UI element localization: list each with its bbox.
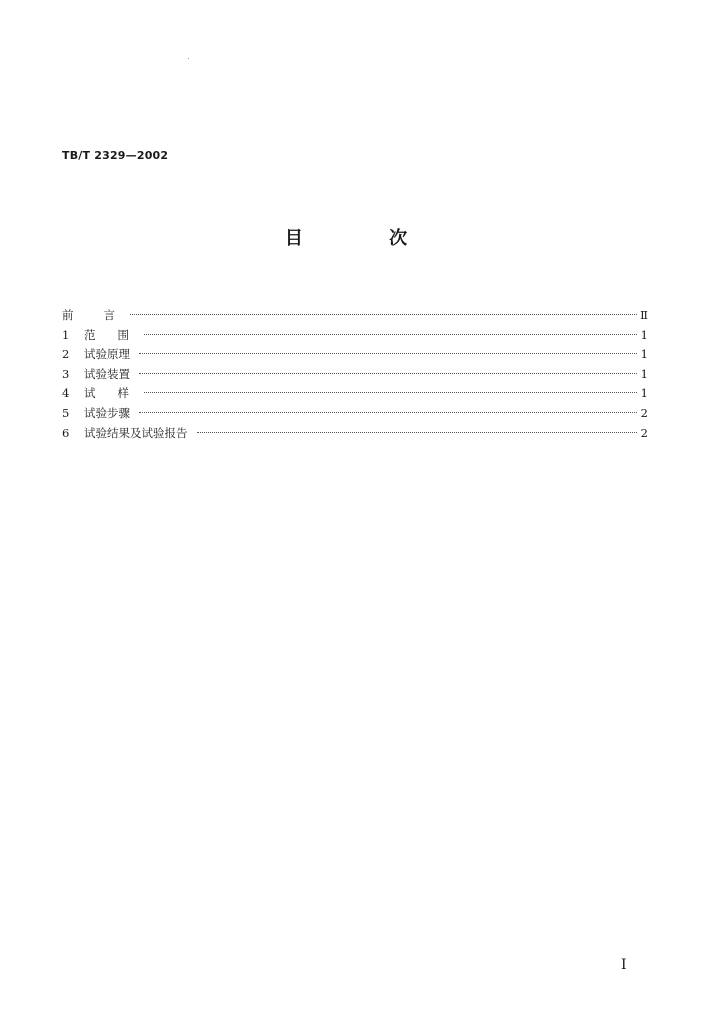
toc-item-page: Ⅱ [640, 308, 648, 322]
toc-item-title: 试验结果及试验报告 [84, 425, 188, 440]
dot-leader [197, 432, 638, 433]
standard-code: TB/T 2329—2002 [62, 149, 169, 162]
toc-item-page: 1 [640, 347, 648, 362]
toc-item-title: 试验步骤 [84, 405, 130, 420]
toc-item-title: 试验原理 [84, 347, 130, 362]
page-number: I [621, 957, 627, 973]
toc-item-page: 1 [640, 327, 648, 342]
toc-item-title: 范围 [84, 327, 151, 342]
toc-item-number: 3 [62, 366, 70, 381]
scan-speck [188, 58, 189, 59]
toc-item-apparatus[interactable] [62, 365, 648, 385]
page-title: 目 次 [284, 228, 448, 249]
dot-leader [144, 392, 637, 393]
toc-item-specimen[interactable] [62, 384, 648, 404]
toc-item-page: 2 [640, 425, 648, 440]
dot-leader [139, 412, 637, 413]
toc-item-results[interactable] [62, 424, 648, 444]
toc-item-scope[interactable] [62, 326, 648, 346]
dot-leader [130, 314, 637, 315]
toc-item-title: 前言 [62, 308, 145, 322]
toc-item-number: 6 [62, 425, 70, 440]
toc-item-number: 2 [62, 347, 70, 362]
dot-leader [139, 353, 637, 354]
toc-item-principle[interactable] [62, 345, 648, 365]
toc-item-procedure[interactable] [62, 404, 648, 424]
toc-item-title: 试验装置 [84, 366, 130, 381]
toc-item-page: 1 [640, 386, 648, 401]
toc-item-page: 2 [640, 405, 648, 420]
toc-item-number: 5 [62, 405, 70, 420]
toc-item-number: 1 [62, 327, 70, 342]
toc-item-title: 试样 [84, 386, 151, 401]
toc-item-number: 4 [62, 386, 70, 401]
table-of-contents [62, 306, 648, 443]
toc-item-foreword[interactable] [62, 306, 648, 326]
dot-leader [139, 373, 637, 374]
toc-item-page: 1 [640, 366, 648, 381]
dot-leader [144, 334, 637, 335]
